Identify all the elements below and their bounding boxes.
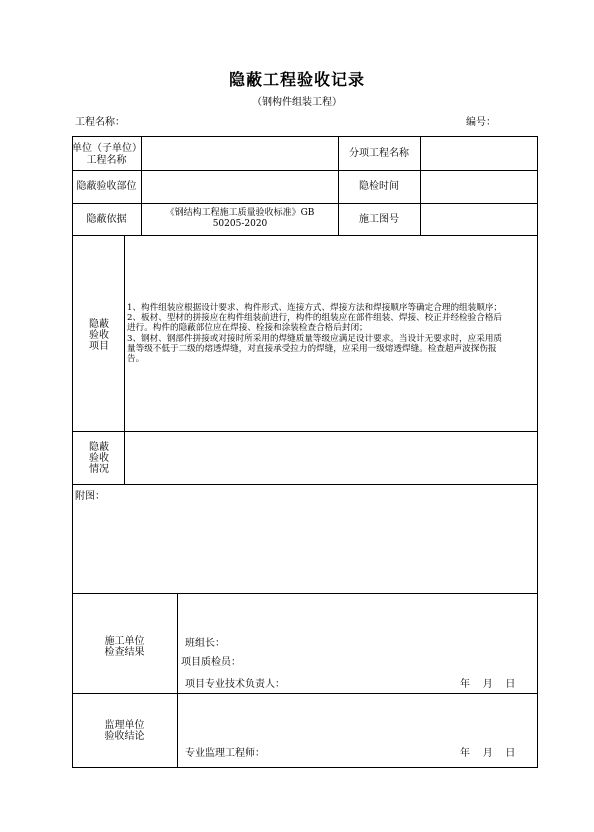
status-section-value[interactable]	[126, 436, 536, 480]
status-section-label: 隐蔽 验收 情况	[89, 442, 109, 475]
attachment-label: 附图：	[75, 491, 105, 502]
supervision-engineer-label: 专业监理工程师：	[185, 748, 265, 759]
subitem-name-value[interactable]	[421, 148, 537, 162]
check-time-value[interactable]	[421, 180, 537, 194]
drawing-number-value[interactable]	[421, 212, 537, 226]
hidden-part-value[interactable]	[142, 180, 338, 194]
quality-inspector-label: 项目质检员：	[181, 657, 241, 668]
basis-value: 《钢结构工程施工质量验收标准》GB 50205-2020	[165, 208, 315, 229]
items-section-label: 隐蔽 验收 项目	[89, 319, 109, 352]
page-subtitle: （钢构件组装工程）	[252, 97, 342, 108]
unit-name-value[interactable]	[142, 148, 338, 162]
construction-unit-label: 施工单位 检查结果	[104, 636, 145, 658]
supervision-date: 年 月 日	[460, 748, 516, 759]
check-time-label: 隐检时间	[359, 181, 399, 192]
basis-label: 隐蔽依据	[86, 214, 127, 225]
number-label: 编号：	[466, 117, 496, 128]
construction-date: 年 月 日	[460, 679, 516, 690]
tech-lead-label: 项目专业技术负责人：	[185, 679, 285, 690]
project-name-label: 工程名称：	[75, 117, 125, 128]
subitem-name-label: 分项工程名称	[349, 148, 409, 159]
items-section-content: 1、构件组装应根据设计要求、构件形式、连接方式、焊接方法和焊接顺序等确定合理的组装顺序； 2、板材、型材的拼接应在构件组装前进行，构件的组装应在部件组装、焊接、校正并经检验合格后 进行。构件的隐蔽部位应在焊接、栓接和涂装检查合格后封闭； 3、钢材、钢部件拼接或对接时所采用的焊缝质量等级应满足设计要求。当设计无要求时，应采用质 量等级不低于二级的熔透焊缝，对直接承受拉力的焊缝，应采用一级熔透焊缝。检查超声波探伤报 告。	[127, 303, 503, 365]
drawing-number-label: 施工图号	[359, 214, 399, 225]
hidden-part-label: 隐蔽验收部位	[76, 181, 137, 192]
team-leader-label: 班组长：	[185, 638, 225, 649]
unit-name-label: 单位（子单位） 工程名称	[72, 143, 142, 166]
page-title: 隐蔽工程验收记录	[228, 70, 365, 89]
supervision-unit-label: 监理单位 验收结论	[104, 720, 145, 742]
